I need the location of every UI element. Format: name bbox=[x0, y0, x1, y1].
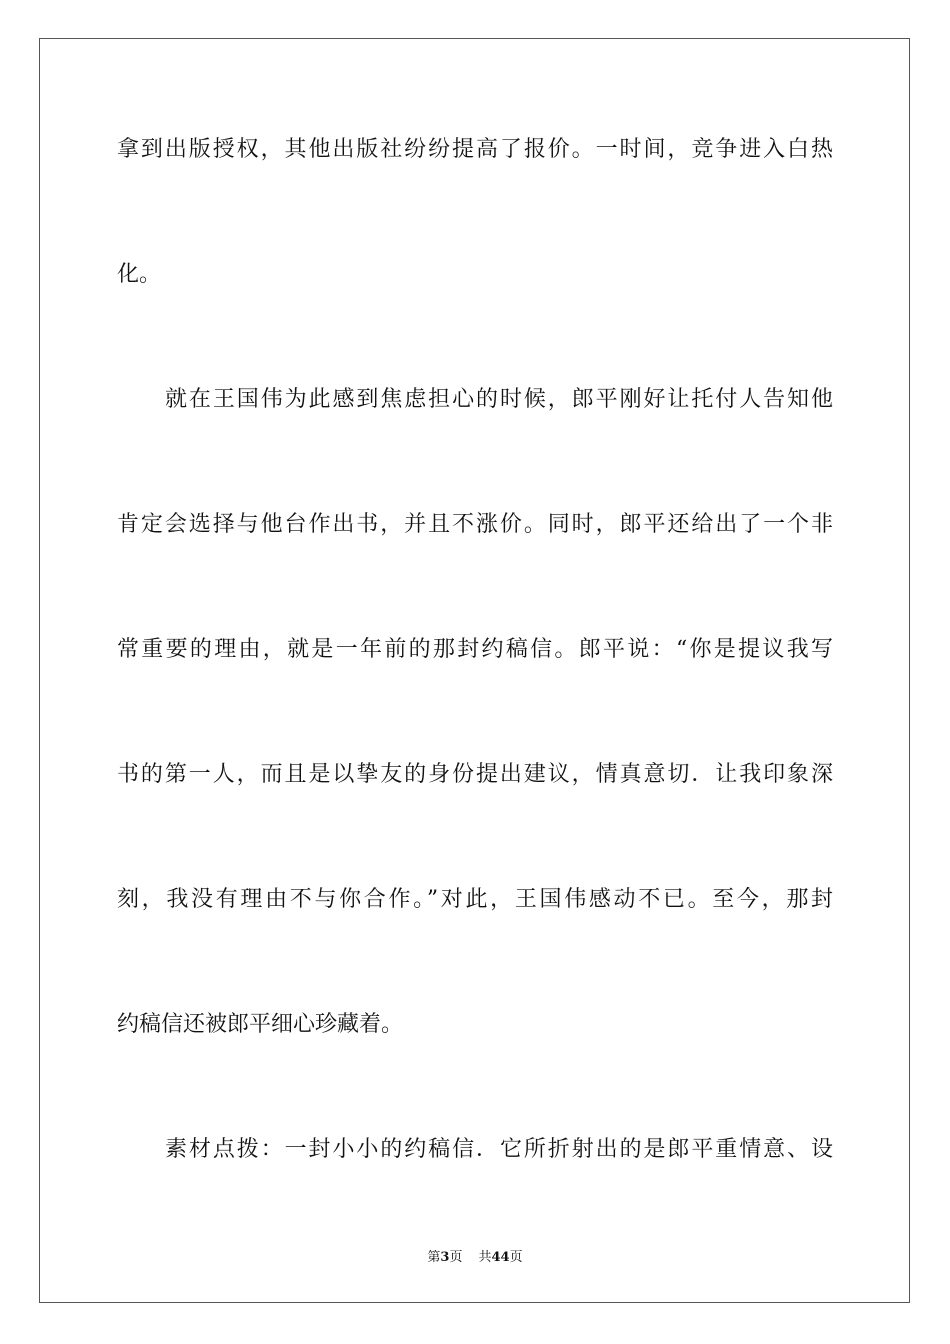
text-line-2: 化。 bbox=[117, 262, 162, 287]
text-line-4: 肯定会选择与他台作出书，并且不涨价。同时，郎平还给出了一个非 bbox=[117, 512, 833, 537]
page-frame bbox=[39, 38, 910, 1303]
text-line-7: 刻，我没有理由不与你合作。”对此，王国伟感动不已。至今，那封 bbox=[117, 887, 833, 912]
footer-page-suffix: 页 bbox=[449, 1250, 463, 1265]
text-line-9: 素材点拨：一封小小的约稿信．它所折射出的是郎平重情意、设 bbox=[165, 1137, 833, 1162]
text-line-1: 拿到出版授权，其他出版社纷纷提高了报价。一时间，竞争进入白热 bbox=[117, 137, 833, 162]
footer-total-suffix: 页 bbox=[509, 1250, 523, 1265]
footer-total-prefix: 共 bbox=[478, 1250, 492, 1265]
footer-page-number: 3 bbox=[440, 1250, 450, 1265]
footer-total-number: 44 bbox=[491, 1250, 510, 1265]
text-line-3: 就在王国伟为此感到焦虑担心的时候，郎平刚好让托付人告知他 bbox=[165, 387, 833, 412]
text-line-5: 常重要的理由，就是一年前的那封约稿信。郎平说：“你是提议我写 bbox=[117, 637, 833, 662]
text-line-6: 书的第一人，而且是以挚友的身份提出建议，情真意切．让我印象深 bbox=[117, 762, 833, 787]
page-footer bbox=[0, 1249, 950, 1267]
text-line-8: 约稿信还被郎平细心珍藏着。 bbox=[117, 1012, 404, 1037]
footer-page-prefix: 第 bbox=[427, 1250, 441, 1265]
